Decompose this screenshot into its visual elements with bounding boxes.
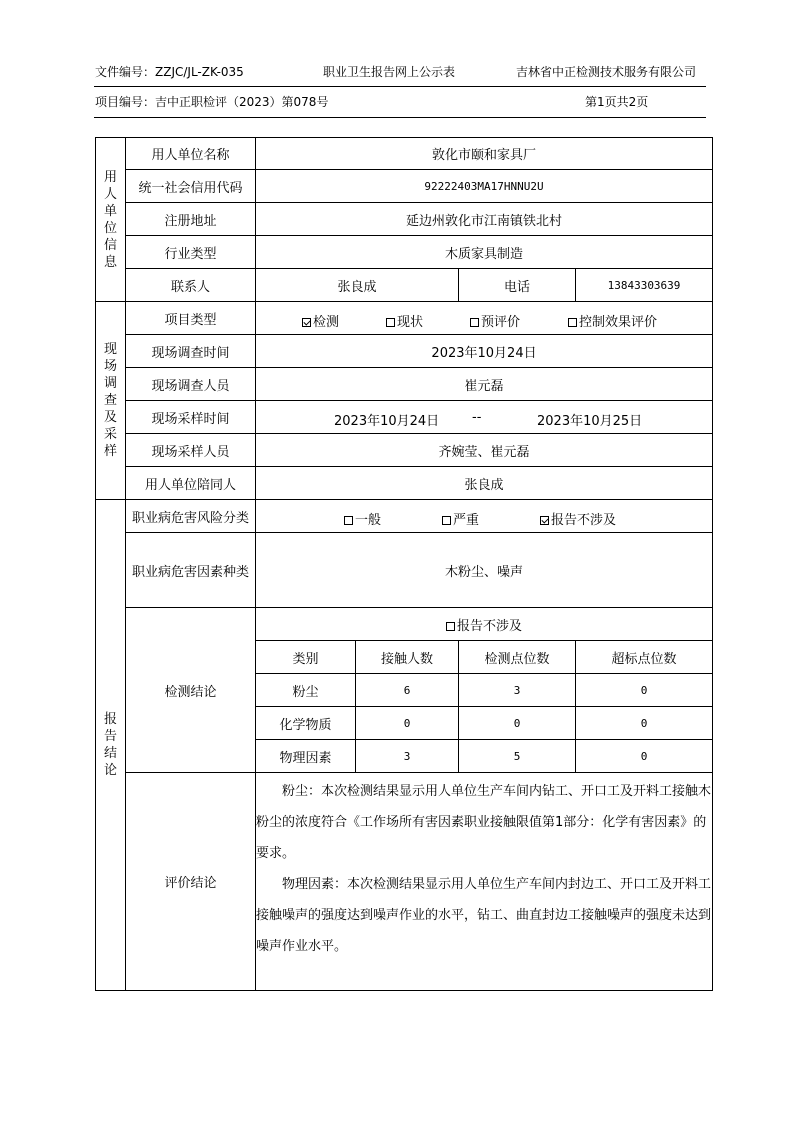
table-cell-points: 5	[459, 740, 576, 773]
risk-option[interactable]: 一般	[344, 509, 381, 528]
phone-value: 13843303639	[576, 269, 713, 302]
project-number: 项目编号：吉中正职检评（2023）第078号	[95, 95, 329, 109]
contact-label: 联系人	[126, 269, 256, 302]
address-label: 注册地址	[126, 203, 256, 236]
evaluation-conclusion-label: 评价结论	[126, 773, 256, 991]
checkbox-icon	[386, 318, 395, 327]
checkbox-icon	[470, 318, 479, 327]
sampling-end-date: 2023年10月25日	[537, 414, 643, 429]
evaluation-physical-paragraph: 物理因素：本次检测结果显示用人单位生产车间内封边工、开口工及开料工接触噪声的强度达到噪声作业的水平，钻工、曲直封边工接触噪声的强度未达到噪声作业水平。	[256, 877, 712, 954]
table-header-exposed-count: 接触人数	[356, 641, 459, 674]
checkbox-icon	[446, 622, 455, 631]
phone-label: 电话	[459, 269, 576, 302]
table-cell-exposed: 6	[356, 674, 459, 707]
table-cell-exposed: 3	[356, 740, 459, 773]
table-cell-category: 化学物质	[256, 707, 356, 740]
risk-category-options	[256, 500, 713, 533]
survey-staff-value: 崔元磊	[256, 368, 713, 401]
hazard-factors-label: 职业病危害因素种类	[126, 533, 256, 608]
project-type-label: 项目类型	[126, 302, 256, 335]
sampling-date-separator: --	[472, 410, 482, 425]
table-header-exceed-count: 超标点位数	[576, 641, 713, 674]
page-info: 第1页共2页	[585, 95, 649, 109]
table-cell-exceed: 0	[576, 674, 713, 707]
file-number: 文件编号：ZZJC/JL-ZK-035	[95, 65, 244, 79]
section-report-conclusion: 报 告 结 论	[96, 500, 126, 991]
section-employer-info: 用 人 单 位 信 息	[96, 138, 126, 302]
table-cell-points: 0	[459, 707, 576, 740]
escort-label: 用人单位陪同人	[126, 467, 256, 500]
header-divider-bottom	[94, 117, 706, 118]
sampling-staff-value: 齐婉莹、崔元磊	[256, 434, 713, 467]
project-type-option[interactable]: 预评价	[470, 311, 520, 330]
table-header-point-count: 检测点位数	[459, 641, 576, 674]
evaluation-dust-paragraph: 粉尘：本次检测结果显示用人单位生产车间内钻工、开口工及开料工接触木粉尘的浓度符合《工作场所有害因素职业接触限值第1部分：化学有害因素》的要求。	[256, 784, 712, 861]
company-name: 吉林省中正检测技术服务有限公司	[516, 65, 697, 79]
survey-staff-label: 现场调查人员	[126, 368, 256, 401]
industry-label: 行业类型	[126, 236, 256, 269]
credit-code-label: 统一社会信用代码	[126, 170, 256, 203]
disclosure-table	[95, 137, 713, 991]
table-cell-category: 粉尘	[256, 674, 356, 707]
escort-value: 张良成	[256, 467, 713, 500]
risk-category-label: 职业病危害风险分类	[126, 500, 256, 533]
risk-option[interactable]: 严重	[442, 509, 479, 528]
header-divider-top	[94, 86, 706, 87]
sampling-start-date: 2023年10月24日	[334, 414, 440, 429]
checkbox-icon	[442, 516, 451, 525]
employer-name-value: 敦化市颐和家具厂	[256, 138, 713, 170]
employer-name-label: 用人单位名称	[126, 138, 256, 170]
table-cell-exposed: 0	[356, 707, 459, 740]
checked-box-icon	[540, 516, 549, 525]
survey-time-value: 2023年10月24日	[256, 335, 713, 368]
table-cell-category: 物理因素	[256, 740, 356, 773]
hazard-factors-value: 木粉尘、噪声	[256, 533, 713, 608]
checkbox-icon	[344, 516, 353, 525]
sampling-time-value	[256, 401, 713, 434]
address-value: 延边州敦化市江南镇铁北村	[256, 203, 713, 236]
document-title: 职业卫生报告网上公示表	[323, 65, 456, 79]
table-header-category: 类别	[256, 641, 356, 674]
detection-not-involved-option[interactable]: 报告不涉及	[256, 608, 713, 641]
project-type-option[interactable]: 检测	[302, 311, 339, 330]
table-cell-exceed: 0	[576, 740, 713, 773]
sampling-time-label: 现场采样时间	[126, 401, 256, 434]
project-type-options	[256, 302, 713, 335]
evaluation-conclusion-text	[256, 773, 713, 991]
industry-value: 木质家具制造	[256, 236, 713, 269]
contact-value: 张良成	[256, 269, 459, 302]
table-cell-exceed: 0	[576, 707, 713, 740]
project-type-option[interactable]: 控制效果评价	[568, 311, 657, 330]
table-cell-points: 3	[459, 674, 576, 707]
detection-conclusion-label: 检测结论	[126, 608, 256, 773]
sampling-staff-label: 现场采样人员	[126, 434, 256, 467]
project-type-option[interactable]: 现状	[386, 311, 423, 330]
credit-code-value: 92222403MA17HNNU2U	[256, 170, 713, 203]
survey-time-label: 现场调查时间	[126, 335, 256, 368]
checkbox-icon	[568, 318, 577, 327]
risk-option[interactable]: 报告不涉及	[540, 509, 616, 528]
section-survey-sampling: 现 场 调 查 及 采 样	[96, 302, 126, 500]
checked-box-icon	[302, 318, 311, 327]
